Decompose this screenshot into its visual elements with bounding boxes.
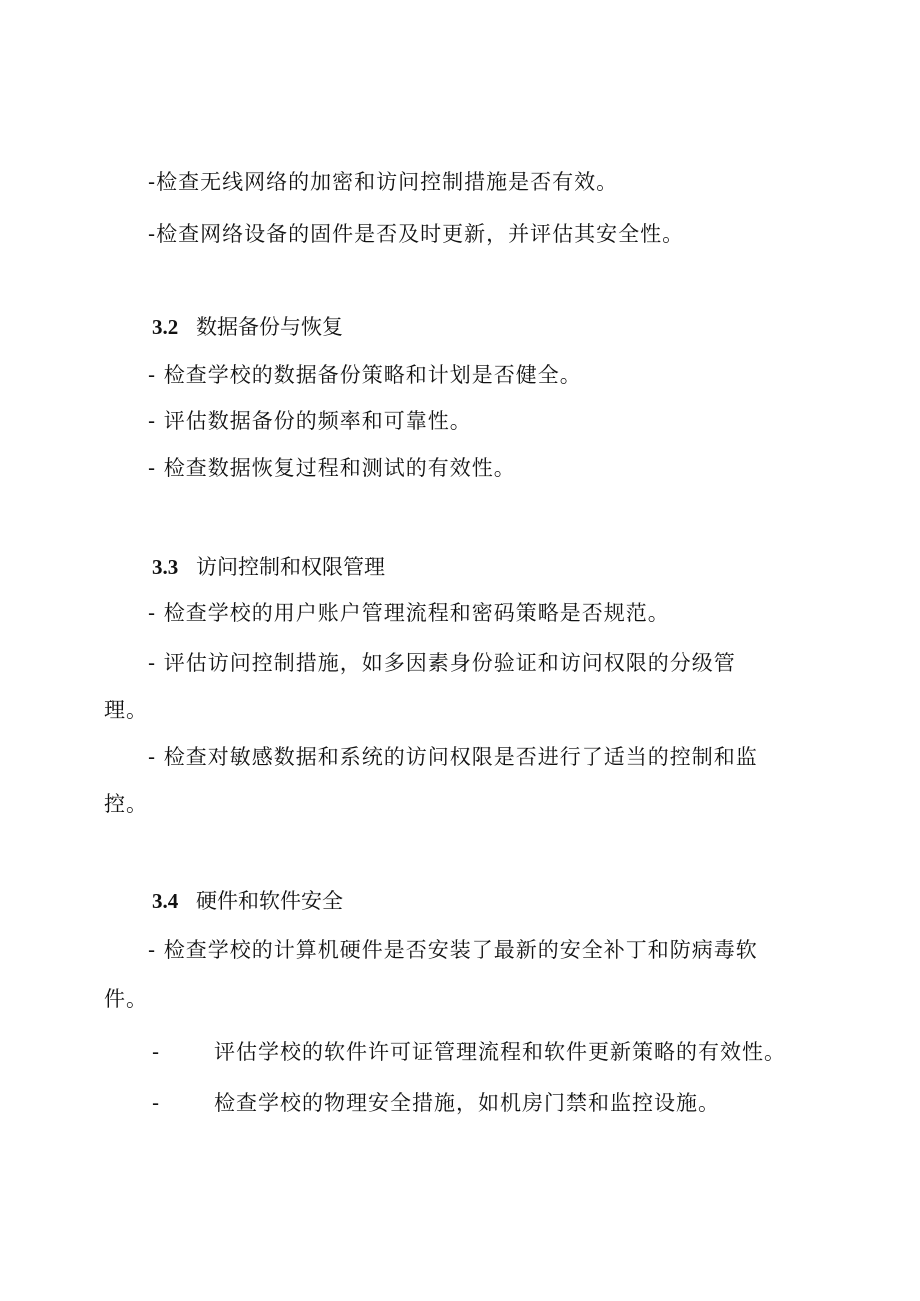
bullet-item	[152, 1088, 720, 1118]
section-number: 3.4	[152, 889, 179, 913]
bullet-item	[152, 1037, 786, 1067]
section-number: 3.3	[152, 555, 179, 579]
bullet-item: - 检查数据恢复过程和测试的有效性。	[148, 456, 516, 480]
bullet-item: - 检查对敏感数据和系统的访问权限是否进行了适当的控制和监	[148, 745, 758, 769]
bullet-item: - 评估访问控制措施，如多因素身份验证和访问权限的分级管	[148, 651, 736, 675]
bullet-dash: -	[152, 1091, 161, 1115]
bullet-item-continuation: 件。	[104, 987, 148, 1011]
section-title: 数据备份与恢复	[196, 315, 343, 339]
bullet-item: - 检查学校的用户账户管理流程和密码策略是否规范。	[148, 601, 670, 625]
bullet-dash: -	[152, 1040, 161, 1064]
bullet-item: -检查无线网络的加密和访问控制措施是否有效。	[148, 170, 619, 194]
section-heading	[152, 886, 343, 916]
section-heading	[152, 552, 385, 582]
bullet-text: 评估学校的软件许可证管理流程和软件更新策略的有效性。	[214, 1040, 786, 1064]
section-title: 硬件和软件安全	[196, 889, 343, 913]
bullet-text: 检查学校的物理安全措施，如机房门禁和监控设施。	[214, 1091, 720, 1115]
bullet-item-continuation: 理。	[104, 698, 148, 722]
section-title: 访问控制和权限管理	[196, 555, 385, 579]
bullet-item: - 检查学校的计算机硬件是否安装了最新的安全补丁和防病毒软	[148, 938, 758, 962]
section-number: 3.2	[152, 315, 179, 339]
bullet-item: - 评估数据备份的频率和可靠性。	[148, 409, 472, 433]
bullet-item: -检查网络设备的固件是否及时更新，并评估其安全性。	[148, 222, 685, 246]
bullet-item-continuation: 控。	[104, 792, 148, 816]
section-heading	[152, 312, 343, 342]
bullet-item: - 检查学校的数据备份策略和计划是否健全。	[148, 363, 582, 387]
